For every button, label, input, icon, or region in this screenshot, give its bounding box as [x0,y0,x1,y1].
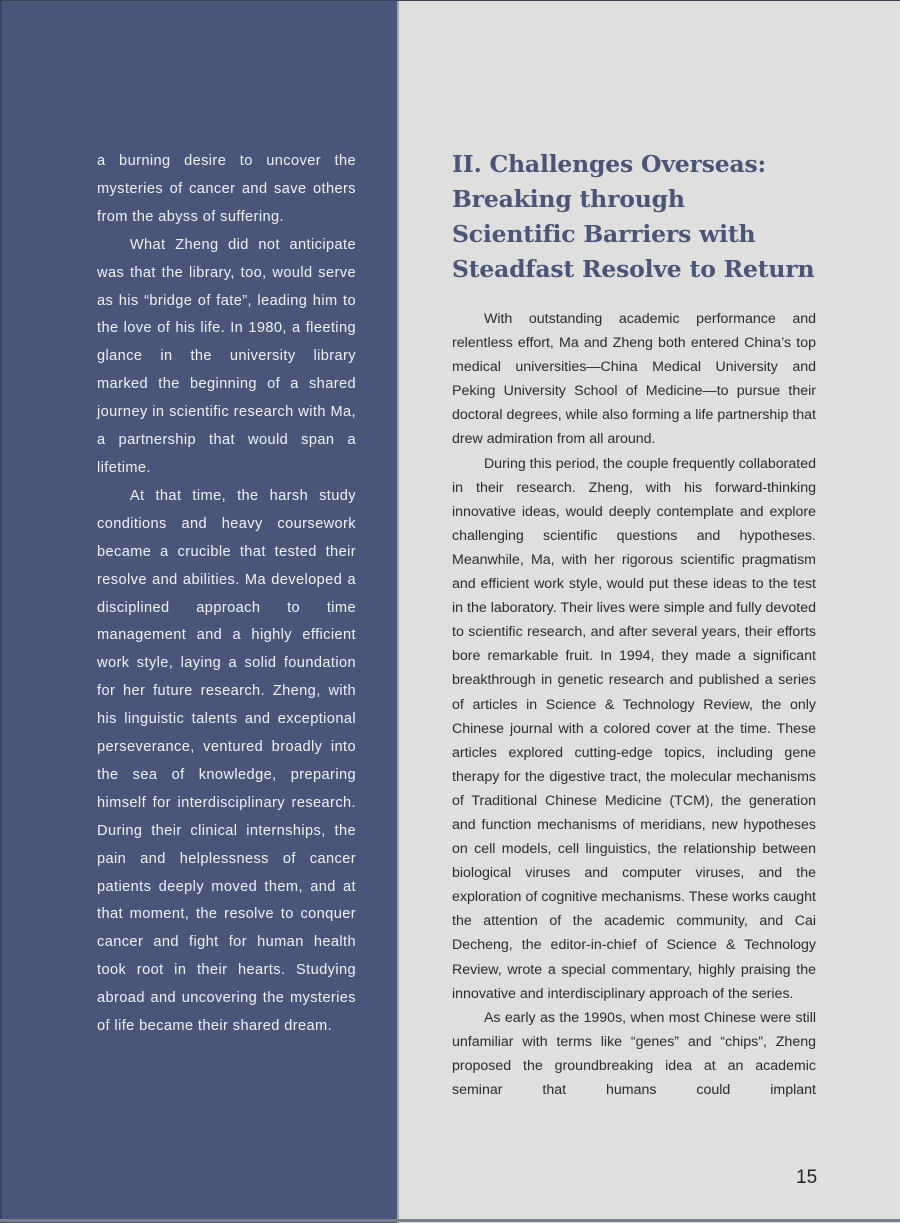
left-paragraph-2: What Zheng did not anticipate was that the library, too, would serve as his “bridge of fate”, leading him to the love of his life. In 1980, a fleeting glance in the university library marked the beginning of a shared journey in scientific research with Ma, a partnership that would span a lifetime. [97,236,356,476]
section-heading: II. Challenges Overseas: Breaking through Scientific Barriers with Steadfast Resolve to Return [452,150,815,283]
right-paragraph-3: As early as the 1990s, when most Chinese were still unfamiliar with terms like “genes” and “chips”, Zheng proposed the groundbreaking idea at an academic seminar that humans could implant [452,1009,816,1098]
right-column-body [452,307,816,1102]
left-paragraph-1: a burning desire to uncover the mysteries of cancer and save others from the abyss of suffering. [97,153,356,225]
page-number: 15 [796,1167,818,1188]
right-paragraph-1: With outstanding academic performance and relentless effort, Ma and Zheng both entered China’s top medical universities—China Medical University and Peking University School of Medicine—to pursue their doctoral degrees, while also forming a life partnership that drew admiration from all around. [452,311,816,448]
left-column-text [97,148,356,1041]
right-column [452,147,816,1102]
left-paragraph-3: At that time, the harsh study conditions and heavy coursework became a crucible that tested their resolve and abilities. Ma developed a disciplined approach to time management and a highly efficient work style, laying a solid foundation for her future research. Zheng, with his linguistic talents and exceptional perseverance, ventured broadly into the sea of knowledge, preparing himself for interdisciplinary research. During their clinical internships, the pain and helplessness of cancer patients deeply moved them, and at that moment, the resolve to conquer cancer and fight for human health took root in their hearts. Studying abroad and uncovering the mysteries of life became their shared dream. [97,487,356,1035]
right-paragraph-2: During this period, the couple frequently collaborated in their research. Zheng, with his forward-thinking innovative ideas, would deeply contemplate and explore challenging scientific questions and hypotheses. Meanwhile, Ma, with her rigorous scientific pragmatism and efficient work style, would put these ideas to the test in the laboratory. Their lives were simple and fully devoted to scientific research, and after several years, their efforts bore remarkable fruit. In 1994, they made a significant breakthrough in genetic research and published a series of articles in Science & Technology Review, the only Chinese journal with a colored cover at the time. These articles explored cutting-edge topics, including gene therapy for the digestive tract, the molecular mechanisms of Traditional Chinese Medicine (TCM), the generation and function mechanisms of meridians, new hypotheses on cell models, cell linguistics, the relationship between biological viruses and computer viruses, and the exploration of cognitive mechanisms. These works caught the attention of the academic community, and Cai Decheng, the editor-in-chief of Science & Technology Review, wrote a special commentary, highly praising the innovative and interdisciplinary approach of the series. [452,455,816,1002]
